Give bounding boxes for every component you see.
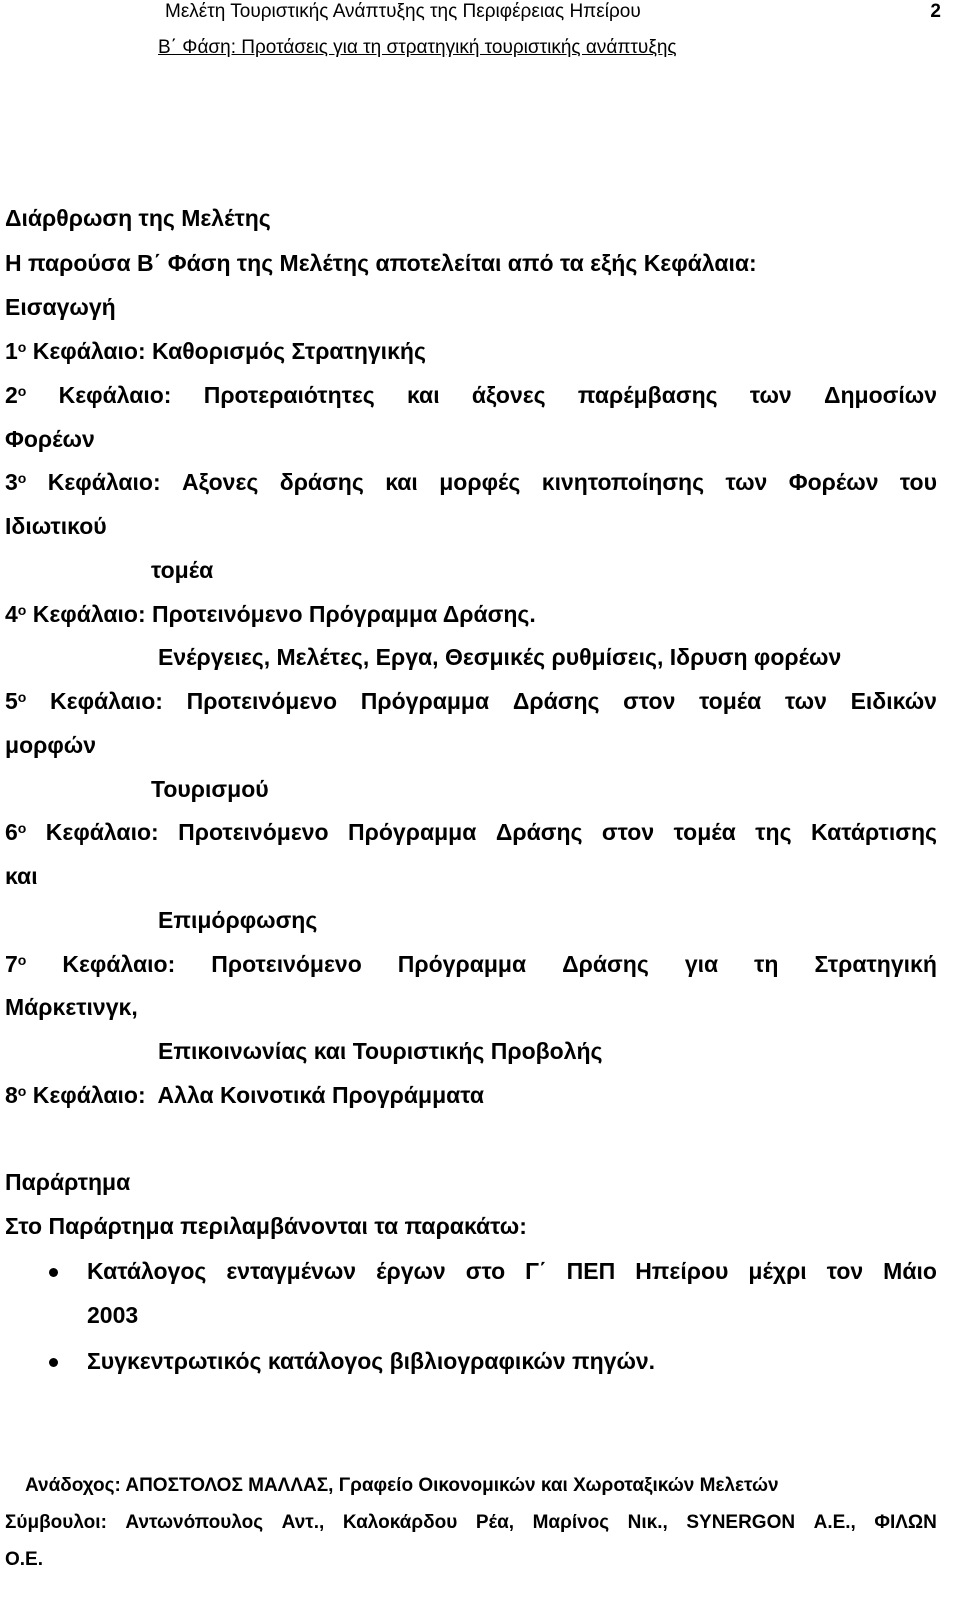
chapter-3 [5,467,937,497]
ordinal-suffix: ο [17,339,27,355]
word: Δράσης [495,819,583,845]
chapter-5-continued-2: Τουρισμού [151,776,269,802]
bullet-icon [49,1268,58,1277]
word: των [749,382,792,408]
chapter-text: Κεφάλαιο: Αλλα Κοινοτικά Προγράμματα [32,1082,485,1108]
word: στο [465,1258,506,1284]
word: των [725,469,768,495]
word: Προτεινόμενο [178,819,329,845]
footer-consultants-continued: Ο.Ε. [5,1549,44,1570]
word: τομέα [699,688,762,714]
word: Αξονες [182,469,259,495]
chapter-7-continued: Μάρκετινγκ, [5,994,138,1020]
word: Πρόγραμμα [397,951,527,977]
word: και [385,469,418,495]
word: Μαρίνος [532,1512,610,1533]
list-item-continued: 2003 [87,1302,139,1328]
word: Πρόγραμμα [360,688,490,714]
ordinal-suffix: ο [17,1083,27,1099]
footer-contractor: Ανάδοχος: ΑΠΟΣΤΟΛΟΣ ΜΑΛΛΑΣ, Γραφείο Οικονομικών και Χωροταξικών Μελετών [25,1475,779,1496]
chapter-6-continued: και [5,863,38,889]
chapter-4 [5,599,536,629]
word: παρέμβασης [577,382,718,408]
appendix-intro: Στο Παράρτημα περιλαμβάνονται τα παρακάτω: [5,1213,527,1239]
footer-consultants [5,1511,937,1535]
word: των [785,688,827,714]
word: Ηπείρου [635,1258,729,1284]
word: τη [754,951,779,977]
word: Ρέα, [475,1512,515,1533]
word: Ειδικών [850,688,937,714]
word: για [684,951,719,977]
word: και [407,382,440,408]
word: Σύμβουλοι: [5,1512,107,1533]
word: Κεφάλαιο: [45,819,159,845]
word: Γ΄ [525,1258,547,1284]
word: έργων [376,1258,446,1284]
word: SYNERGON [686,1512,796,1533]
chapter-number: 7 [5,951,18,977]
word: τομέα [673,819,736,845]
word: κινητοποίησης [541,469,705,495]
ordinal-suffix: ο [17,952,27,968]
chapter-7 [5,949,937,979]
word: Μάιο [883,1258,937,1284]
word: τον [826,1258,864,1284]
header-subtitle: Β΄ Φάση: Προτάσεις για τη στρατηγική τουριστικής ανάπτυξης [158,37,677,58]
word: στον [623,688,676,714]
word: Κεφάλαιο: [50,688,163,714]
word: Νικ., [627,1512,668,1533]
ordinal-suffix: ο [17,689,27,705]
word: στον [601,819,655,845]
word: ΦΙΛΩΝ [874,1512,937,1533]
chapter-3-continued-2: τομέα [151,557,214,583]
word: μέχρι [748,1258,807,1284]
chapter-lead [5,467,26,497]
bullet-icon [49,1358,58,1367]
word: μορφές [439,469,521,495]
word: Αντ., [281,1512,325,1533]
chapter-number: 8 [5,1082,18,1108]
list-item: Συγκεντρωτικός κατάλογος βιβλιογραφικών πηγών. [87,1348,656,1374]
word: Κεφάλαιο: [58,382,172,408]
intro-paragraph: Η παρούσα Β΄ Φάση της Μελέτης αποτελείται από τα εξής Κεφάλαια: [5,250,757,276]
chapter-number: 2 [5,382,18,408]
chapter-3-continued: Ιδιωτικού [5,513,107,539]
word: Κεφάλαιο: [62,951,176,977]
introduction-item: Εισαγωγή [5,294,116,320]
chapter-1 [5,336,426,366]
ordinal-suffix: ο [17,820,27,836]
word: Φορέων [788,469,879,495]
chapter-text: Κεφάλαιο: Προτεινόμενο Πρόγραμμα Δράσης. [32,601,536,627]
word: Κεφάλαιο: [47,469,161,495]
chapter-5-continued: μορφών [5,732,97,758]
word: Δράσης [562,951,649,977]
word: Αντωνόπουλος [125,1512,264,1533]
chapter-2 [5,380,937,410]
chapter-lead [5,949,26,979]
word: ενταγμένων [226,1258,357,1284]
chapter-number: 4 [5,601,18,627]
word: δράσης [279,469,364,495]
chapter-6 [5,817,937,847]
word: της [755,819,792,845]
appendix-heading: Παράρτημα [5,1169,131,1195]
word: του [899,469,937,495]
word: ΠΕΠ [566,1258,616,1284]
chapter-8 [5,1080,484,1110]
word: Πρόγραμμα [348,819,477,845]
ordinal-suffix: ο [17,602,27,618]
word: Α.Ε., [813,1512,856,1533]
word: Δημοσίων [823,382,937,408]
chapter-number: 6 [5,819,18,845]
page-number: 2 [930,1,941,22]
ordinal-suffix: ο [17,470,27,486]
word: Κατάλογος [87,1258,207,1284]
word: Δράσης [512,688,600,714]
word: Προτεινόμενο [211,951,362,977]
word: Προτεινόμενο [186,688,338,714]
chapter-lead [5,817,26,847]
chapter-4-continued: Ενέργειες, Μελέτες, Εργα, Θεσμικές ρυθμίσεις, Ιδρυση φορέων [158,644,842,670]
chapter-6-continued-2: Επιμόρφωσης [158,907,318,933]
word: Κατάρτισης [810,819,937,845]
chapter-lead [5,380,26,410]
chapter-number: 5 [5,688,18,714]
word: Καλοκάρδου [342,1512,458,1533]
chapter-2-continued: Φορέων [5,426,95,452]
chapter-7-continued-2: Επικοινωνίας και Τουριστικής Προβολής [158,1038,603,1064]
word: άξονες [471,382,546,408]
chapter-lead [5,686,26,716]
header-title: Μελέτη Τουριστικής Ανάπτυξης της Περιφέρειας Ηπείρου [165,1,641,22]
chapter-text: Κεφάλαιο: Καθορισμός Στρατηγικής [32,338,426,364]
word: Προτεραιότητες [203,382,375,408]
chapter-5 [5,686,937,716]
list-item [87,1256,937,1328]
word: Στρατηγική [814,951,937,977]
chapter-number: 1 [5,338,18,364]
ordinal-suffix: ο [17,383,27,399]
chapter-number: 3 [5,469,18,495]
section-heading: Διάρθρωση της Μελέτης [5,205,271,231]
